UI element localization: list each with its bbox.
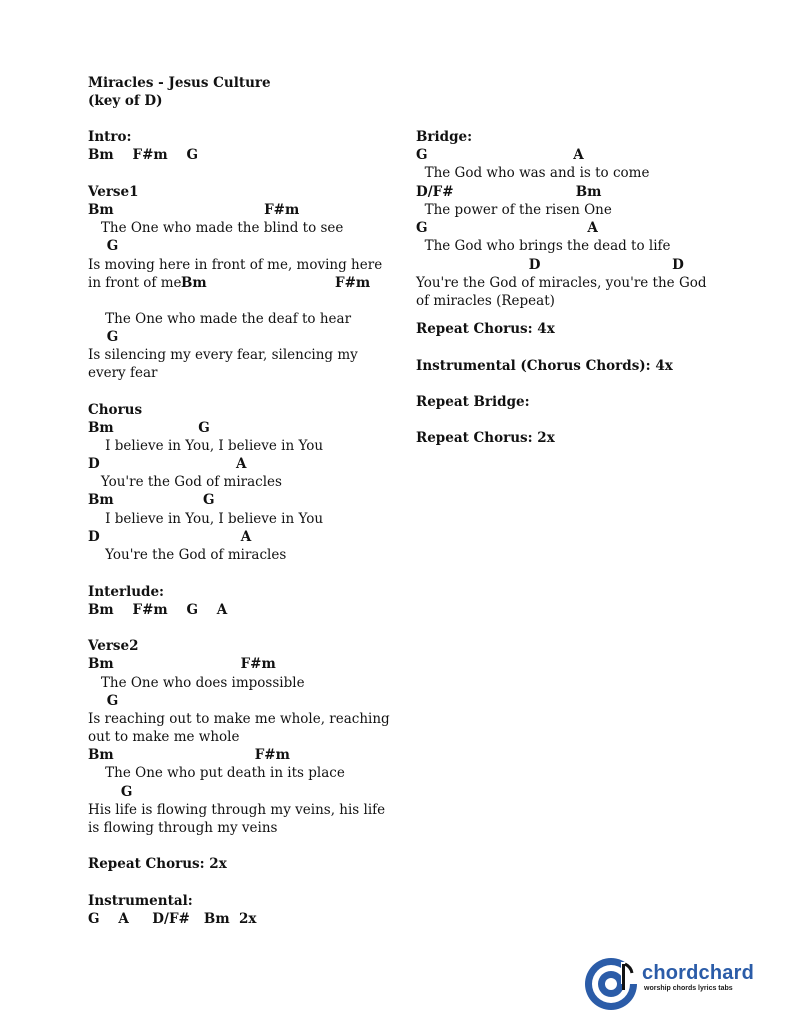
chord-line: G <box>88 238 119 254</box>
chordchard-logo[interactable] <box>584 956 764 1014</box>
song-key: (key of D) <box>88 93 163 109</box>
section-heading: Bridge: <box>416 129 473 145</box>
lyric-line: of miracles (Repeat) <box>416 293 555 309</box>
lyric-line: every fear <box>88 365 158 381</box>
logo-tagline: worship chords lyrics tabs <box>644 985 733 992</box>
section-heading: Chorus <box>88 402 143 418</box>
section-heading: Repeat Chorus: 2x <box>88 856 227 872</box>
chord-line: Bm F#m <box>88 202 300 218</box>
lyric-line: The power of the risen One <box>416 202 612 218</box>
lyric-line: Is silencing my every fear, silencing my <box>88 347 358 363</box>
chordchard-logo-icon <box>584 956 640 1012</box>
lyric-line: His life is flowing through my veins, his life <box>88 802 386 818</box>
lyric-line: The One who made the deaf to hear <box>88 311 352 327</box>
lyric-line: I believe in You, I believe in You <box>88 511 324 527</box>
chord-line: G <box>88 329 119 345</box>
chord-line: D D <box>416 257 684 273</box>
lyric-line: in front of me <box>88 275 186 291</box>
lyric-line: out to make me whole <box>88 729 240 745</box>
section-heading: Verse1 <box>88 184 139 200</box>
lyric-line: The One who made the blind to see <box>88 220 344 236</box>
chord-line: D/F# Bm <box>416 184 602 200</box>
lyric-line: Is reaching out to make me whole, reaching <box>88 711 390 727</box>
section-heading: Repeat Bridge: <box>416 394 530 410</box>
chord-line: G A D/F# Bm 2x <box>88 911 257 927</box>
chord-line: G A <box>416 220 598 236</box>
section-heading: Intro: <box>88 129 132 145</box>
section-heading: Verse2 <box>88 638 139 654</box>
chord-line: G <box>88 784 133 800</box>
chord-line: Bm G <box>88 420 210 436</box>
chord-line: G A <box>416 147 584 163</box>
chord-line: Bm F#m G A <box>88 602 228 618</box>
section-heading: Repeat Chorus: 2x <box>416 430 555 446</box>
song-title: Miracles - Jesus Culture <box>88 75 271 91</box>
chord-line: D A <box>88 456 247 472</box>
chord-line: D A <box>88 529 252 545</box>
chord-line: G <box>88 693 119 709</box>
lyric-line: Is moving here in front of me, moving here <box>88 257 383 273</box>
lyric-line: is flowing through my veins <box>88 820 278 836</box>
section-heading: Instrumental (Chorus Chords): 4x <box>416 358 673 374</box>
lyric-line: You're the God of miracles, you're the God <box>416 275 707 291</box>
section-heading: Interlude: <box>88 584 165 600</box>
chord-line: Bm F#m <box>88 656 276 672</box>
lyric-line: The God who was and is to come <box>416 165 650 181</box>
chord-inline: Bm <box>181 275 207 291</box>
chord-line: Bm F#m <box>88 747 290 763</box>
logo-wordmark: chordchard <box>642 962 755 984</box>
lyric-line: The God who brings the dead to life <box>416 238 671 254</box>
lyric-line: You're the God of miracles <box>88 547 287 563</box>
lyric-line: I believe in You, I believe in You <box>88 438 324 454</box>
chord-line: Bm G <box>88 492 215 508</box>
chord-line: Bm F#m G <box>88 147 199 163</box>
lyric-line: The One who does impossible <box>88 675 305 691</box>
chord-inline: F#m <box>335 275 371 291</box>
section-heading: Repeat Chorus: 4x <box>416 321 555 337</box>
lyric-line: You're the God of miracles <box>88 474 282 490</box>
section-heading: Instrumental: <box>88 893 193 909</box>
lyric-line: The One who put death in its place <box>88 765 345 781</box>
